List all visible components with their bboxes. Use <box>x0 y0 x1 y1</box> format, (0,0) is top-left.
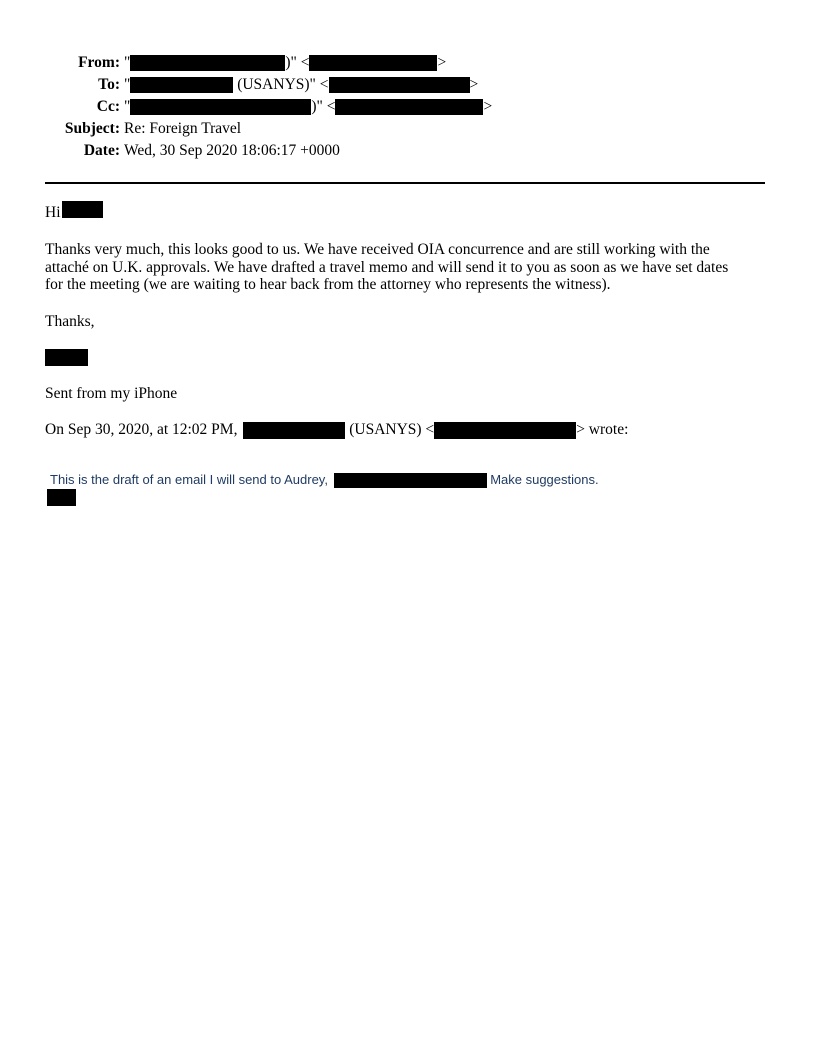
cc-value <box>124 97 492 117</box>
to-label: To: <box>98 76 120 93</box>
paragraph-line: Thanks very much, this looks good to us. We have received OIA concurrence and are still working with the <box>45 241 710 258</box>
reply-suffix: > wrote: <box>576 421 629 438</box>
quoted-message <box>50 471 599 489</box>
signature-redaction-box <box>45 349 88 366</box>
redaction-box <box>335 99 483 115</box>
redaction-box <box>62 201 103 218</box>
cc-end: > <box>483 98 493 115</box>
cc-label: Cc: <box>96 98 120 115</box>
subject-label: Subject: <box>64 120 120 137</box>
to-middle: (USANYS)" < <box>233 76 329 93</box>
from-value <box>124 53 446 73</box>
to-quote-open: " <box>124 76 131 93</box>
from-label: From: <box>78 54 120 71</box>
signoff: Thanks, <box>45 313 95 330</box>
sent-from: Sent from my iPhone <box>45 385 178 402</box>
from-close: )" < <box>285 54 310 71</box>
message-paragraph <box>45 241 765 294</box>
redaction-box <box>130 77 233 93</box>
redaction-box <box>309 55 437 71</box>
from-quote-open: " <box>124 54 131 71</box>
redaction-box <box>130 99 311 115</box>
reply-middle: (USANYS) < <box>345 421 435 438</box>
reply-prefix: On Sep 30, 2020, at 12:02 PM, <box>45 421 238 438</box>
greeting-line <box>45 204 61 222</box>
redaction-box <box>329 77 470 93</box>
from-end: > <box>437 54 447 71</box>
paragraph-line: attaché on U.K. approvals. We have drafted a travel memo and will send it to you as soon as we have set dates <box>45 258 729 276</box>
cc-close: )" < <box>311 98 336 115</box>
reply-attribution <box>45 421 628 439</box>
subject-value: Re: Foreign Travel <box>124 120 242 137</box>
from-row <box>0 53 816 73</box>
quoted-signature-redaction-box <box>47 489 76 506</box>
redaction-box <box>130 55 285 71</box>
subject-row <box>0 119 816 139</box>
redaction-box <box>243 422 345 439</box>
date-value: Wed, 30 Sep 2020 18:06:17 +0000 <box>124 142 340 159</box>
header-divider <box>45 182 765 184</box>
redaction-box <box>434 422 576 439</box>
to-value <box>124 75 478 95</box>
redaction-box <box>334 473 487 488</box>
to-row <box>0 75 816 95</box>
cc-row <box>0 97 816 117</box>
greeting: Hi <box>45 204 61 221</box>
to-end: > <box>469 76 479 93</box>
date-row <box>0 141 816 161</box>
quoted-text-after: Make suggestions. <box>486 472 599 487</box>
date-label: Date: <box>83 142 120 159</box>
cc-quote-open: " <box>124 98 131 115</box>
quoted-text-before: This is the draft of an email I will send to Audrey, <box>50 472 328 487</box>
paragraph-line: for the meeting (we are waiting to hear back from the attorney who represents the witness). <box>45 276 611 293</box>
